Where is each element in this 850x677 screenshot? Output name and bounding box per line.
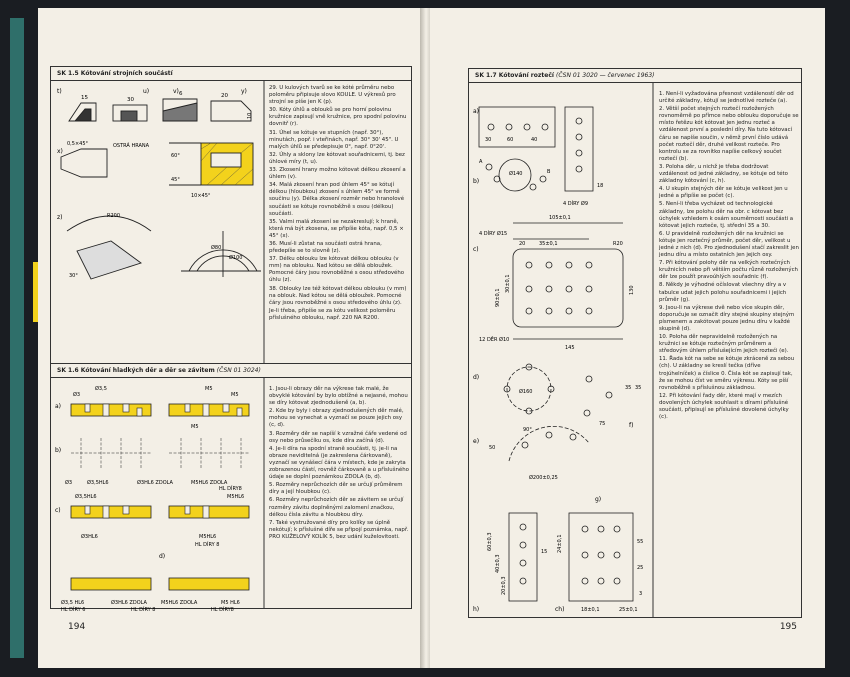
sk17-item: 6. U pravidelně rozložených děr na kružnici se kótuje jen roztečný průměr, počet děr, velikost u jedné z nich (d). Pro zjednodušení stačí zakreslit jen jednu díru a místo ostatních jen jejich osy. [659,230,799,259]
dim-t15: Ø3,5 HL6 [61,600,85,606]
dim-r14: 90° [523,427,532,433]
dim-r29: 3 [639,591,643,597]
sk15-item: 29. U kulových tvarů se ke kóté průměru nebo poloměru připisuje slovo KOULE. U výkresů pro strojní se piše jen K (p). [269,85,396,106]
label-f: f) [629,422,634,429]
dim-t10: HL DÍRY8 [219,486,242,492]
dim-30: 30 [127,97,134,103]
sk15-figures [51,81,264,363]
label-e: e) [473,438,480,445]
sk15-item: Je-li třeba, připíše se za kótu velikost poloměru příslušného oblouku, např. 220 NA R200. [269,307,396,321]
label-z: z) [57,214,63,221]
sk15-item: 35. Valmi malá zkosení se nezakreslují; k hraně, která má být zkosena, se připíše kóta, např. 0,5 × 45° (x). [269,218,404,239]
dim-10: 10 [247,112,253,119]
label-c: c) [55,507,61,514]
dim-30: 30 [485,137,492,143]
dim-t2: Ø3,5 [95,386,107,392]
dim-15: 15 [81,95,88,101]
dim-r16: 35 [635,385,642,391]
label-b: b) [473,178,480,185]
dim-r26: 55 [637,539,644,545]
sk16-heading [51,364,411,378]
dim-r5: 20 [519,241,526,247]
dim-t22: M5 [191,424,199,430]
dim-r2: 4 DÍRY Ø9 [563,201,589,207]
sk16-text [269,386,409,542]
dim-arc-80: Ø80 [211,245,222,251]
dim-r8: 90±0,1 [495,288,501,307]
dim-t18: M5 HL6 [221,600,240,606]
label-v: v) [173,88,179,95]
label-d: d) [159,553,166,560]
label-b: b) [55,447,62,454]
dim-18: 18 [597,183,604,189]
sk16-figures [51,378,264,613]
sk15-item: 30. Kóty úhlů a oblouků se pro horní polovinu kružnice zapisují vně kružnice, pro spodní polovinu dovnitř (r). [269,107,407,128]
sk15-item: 32. Úhly a sklony lze kótovat souřadnicemi, tj. bez úhlové míry (t, u). [269,151,405,165]
sk16-item: 5. Rozměry neprůchozích děr se určují průměrem díry a její hloubkou (c). [269,482,403,496]
sk17-figures [469,83,653,617]
sk15-text [269,85,409,323]
dim-60: 60 [507,137,514,143]
dim-r12: 12 DĚR Ø10 [479,337,510,343]
dim-10x45: 10×45° [191,193,211,199]
sk17-item: 11. Řada kót na sebe se kótuje zkráceně za sebou (ch). U základny se kreslí tečka (dříve trojúhelníček) a číslice 0. Čísla kót se zapisují tak, že se mohou číst ve směru výkresu. Kóty se píší rovnoběžně s příslušnou základnou. [659,356,795,391]
dim-r3: 105±0,1 [549,215,571,221]
dim-r21: 40±0,3 [495,554,501,573]
dim-r1: Ø140 [509,171,523,177]
label-x: x) [57,148,63,155]
sk17-item: 12. Při kótování řady děr, které mají v mezích dovolených úchylek souhlasit s dírami příslušné součásti, připisují se příslušné dovolené úchylky (c). [659,392,789,421]
label-ch: ch) [555,606,565,613]
sk15-item: 33. Zkosení hrany možno kótovat délkou zkosení a úhlem (v). [269,167,406,181]
dim-r6: 35±0,1 [539,241,558,247]
dim-t9: M5HL6 [227,494,245,500]
dim-t21: HL DÍRY8 [211,607,234,613]
dim-t3: M5 [205,386,213,392]
sk17-item: 8. Někdy je výhodné očíslovat všechny díry a v tabulce udat jejich polohu souřadnicemi i jejich průměr (g). [659,282,787,303]
sk17-item: 2. Větší počet stejných roztečí rozložených rovnoměrně po přímce nebo oblouku doporučuje se místo řetězu kót kótovat jen jednu rozteč a vzdálenost první a poslední díry. Na tuto kótovací čáru se napíše součin, v němž první číslo udává počet roztečí děr, druhé velikost rozteče. Pro kontrolu se za rovnítko napíše celkový součet roztečí (b). [659,106,799,162]
dim-t7: Ø3HL6 ZDOLA [137,480,173,486]
sk16-item: 1. Jsou-li obrazy děr na výkrese tak malé, že obvyklé kótování by bylo obtížné a nejasné, mohou se díry kótovat zjednodušeně (a, b). [269,386,408,407]
dim-t12: Ø3HL6 [81,534,98,540]
dim-r15: 35 [625,385,632,391]
dim-t16: Ø3HL6 ZDOLA [111,600,147,606]
dim-t1: Ø3 [73,392,81,398]
sk15-item: 37. Délku oblouku lze kótovat délkou oblouku (v mm) na oblouku. Nad kótou se dělá obloužek. Pomocné čáry jsou rovnoběžné s osou středového úhlu (z). [269,256,405,284]
dim-r13: Ø160 [519,389,533,395]
dim-t4: M5 [231,392,239,398]
sk15-heading: SK 1.5 Kótování strojních součástí [51,67,411,81]
section-sk16 [50,364,412,613]
dim-t6: Ø3,5HL6 [87,480,109,486]
sk15-item: 38. Oblouky lze též kótovat délkou oblouku (v mm) na oblouk. Nad kótou se dělá obloužek. Pomocné čáry jsou rovnoběžné s osou středového úhlu (z). [269,285,407,306]
sk15-item: 36. Musí-li zůstat na součásti ostrá hrana, předepíše se to slovně (z). [269,240,382,255]
left-page [38,8,420,668]
sk16-item: 6. Rozměry neprůchozích děr se závitem se určují rozměry závitu doplněnými zalomení značkou, délkou čísla závitu a hloubkou díry. [269,497,404,518]
dim-r20: 60±0,3 [487,532,493,551]
sk15-item: 34. Malá zkosení hran pod úhlem 45° se kótují délkou (hloubkou) zkosení s úhlem 45° ve formě součinu (y). Délka zkosení rozměr nebo hranolové součásti se kótuje rovnoběžně s osou (délkou) součásti. [269,182,405,217]
page-number-right: 195 [779,622,797,632]
section-sk17 [468,68,802,618]
sk17-text [659,91,799,422]
dim-r23: 15 [541,549,548,555]
dim-chamfer: 0,5×45° [67,141,89,147]
sk15-item: 31. Úhel se kótuje ve stupních (např. 30°), minutách, popř. i vteřinách, např. 30° 30' 45". U malých úhlů se předepisuje 0°, např. 0°20'. [269,129,399,150]
dim-r11: 145 [565,345,575,351]
dim-r25: 24±0,1 [557,534,563,553]
dim-t5: Ø3 [65,480,73,486]
sk16-item: 4. Je-li díra na spodní straně součásti, tj. je-li na obraze neviditelná (je zakreslena čárkovaně), vyznačí se vynášecí čára v místech, kde je zakryta zobrazenou částí, rovněž čárkovaně a u příslušného údaje se doplní poznámkou ZDOLA (b, d). [269,445,409,481]
label-g: g) [595,496,602,503]
dim-r22: 20±0,3 [501,576,507,595]
dim-r28: 25±0,1 [619,607,638,613]
sk17-norm: (ČSN 01 3020 — červenec 1963) [556,72,655,79]
sk17-item: 5. Není-li třeba vycházet od technologické základny, lze polohu děr na obr. c kótovat bez úchylek vzhledem k osám souměrnosti součásti a kótovat jejich rozteče, tj. střední 35 a 30. [659,201,794,229]
dim-40: 40 [531,137,538,143]
sk17-item: 1. Není-li vyžadována přesnost vzdáleností děr od určité základny, kótují se jednotlivé rozteče (a). [659,91,794,105]
label-h: h) [473,606,480,613]
label-d: d) [473,374,480,381]
dim-r4: 4 DÍRY Ø15 [479,231,508,237]
dim-t17: M5HL6 ZDOLA [161,600,198,606]
dim-arc-r200: R200 [107,213,121,219]
dim-r18: Ø200±0,25 [529,475,558,481]
sk17-heading [469,69,801,83]
dim-r17: 75 [599,421,606,427]
dim-30deg: 30° [69,273,78,279]
dim-B: B [547,169,551,175]
sk17-item: 10. Poloha děr nepravidelně rozložených na kružnici se kótuje roztečným průměrem a středovým úhlem příslušejícím jejich rozteči (e). [659,334,789,355]
dim-t8: M5HL6 ZDOLA [191,480,228,486]
dim-t20: HL DÍRY 8 [131,607,156,613]
label-a: a) [55,403,62,410]
sk16-item: 2. Kde by byly i obrazy zjednodušených děr malé, mohou se vynechat a vyznačí se pouze jejich osy (c, d). [269,408,404,429]
dim-60: 60° [171,153,180,159]
sk17-item: 9. Jsou-li na výkrese dvě nebo více skupin děr, doporučuje se označit díry stejné skupiny stejným písmenem a zakótovat pouze jednu díru v každé skupině (d). [659,304,795,332]
dim-6: 6 [179,91,183,97]
dim-r19: 50 [489,445,496,451]
right-page [430,8,825,668]
book-cover-edge [10,18,24,658]
book-spine [420,8,430,668]
dim-A: A [479,159,483,165]
sk17-title: SK 1.7 Kótování roztečí [475,72,554,79]
sk17-item: 4. U skupin stejných děr se kótuje velikost jen u jedné a připíše se počet (c). [659,186,788,200]
sk17-item: 7. Při kótování polohy děr na velkých roztečných kružnicích nebo při větším počtu různě rozložených děr lze použít pravoúhlých souřadnic (f). [659,260,798,281]
section-sk15 [50,66,412,364]
sk16-item: 3. Rozměry děr se napíší k vzražné čáře vedené od osy nebo průsečíku os, kde díra začíná (d). [269,430,407,444]
dim-t13: M5HL6 [199,534,217,540]
note-sharp-edge: OSTRÁ HRANA [113,143,150,149]
sk16-item: 7. Také vystružované díry pro kolíky se úplně nekótují; k příslušné díře se připojí poznámka, např. PRO KUŽELOVÝ KOLÍK 5, bez udání kuželovitosti. [269,519,409,540]
dim-arc-100: Ø100 [229,255,243,261]
dim-t14: HL DÍRY 8 [195,542,220,548]
dim-r10: 130 [629,285,635,295]
label-c: c) [473,246,479,253]
page-number-left: 194 [68,622,86,632]
sk16-title: SK 1.6 Kótování hladkých děr a děr se závitem [57,367,215,374]
dim-r27: 25 [637,565,644,571]
label-u: u) [143,88,150,95]
sk16-norm: (ČSN 01 3024) [216,367,261,374]
label-t: t) [57,88,62,95]
label-y: y) [241,88,247,95]
dim-r7: R20 [613,241,623,247]
dim-t19: HL DÍRY 6 [61,607,86,613]
label-a: a) [473,108,480,115]
dim-t11: Ø3,5HL6 [75,494,97,500]
dim-20: 20 [221,93,228,99]
sk17-item: 3. Poloha děr, u nichž je třeba dodržovat vzdálenost od jedné základny, se kótuje od této základny kótování (c, h). [659,163,788,185]
dim-r9: 30±0,1 [505,274,511,293]
dim-45: 45° [171,177,180,183]
dim-r24: 18±0,1 [581,607,600,613]
